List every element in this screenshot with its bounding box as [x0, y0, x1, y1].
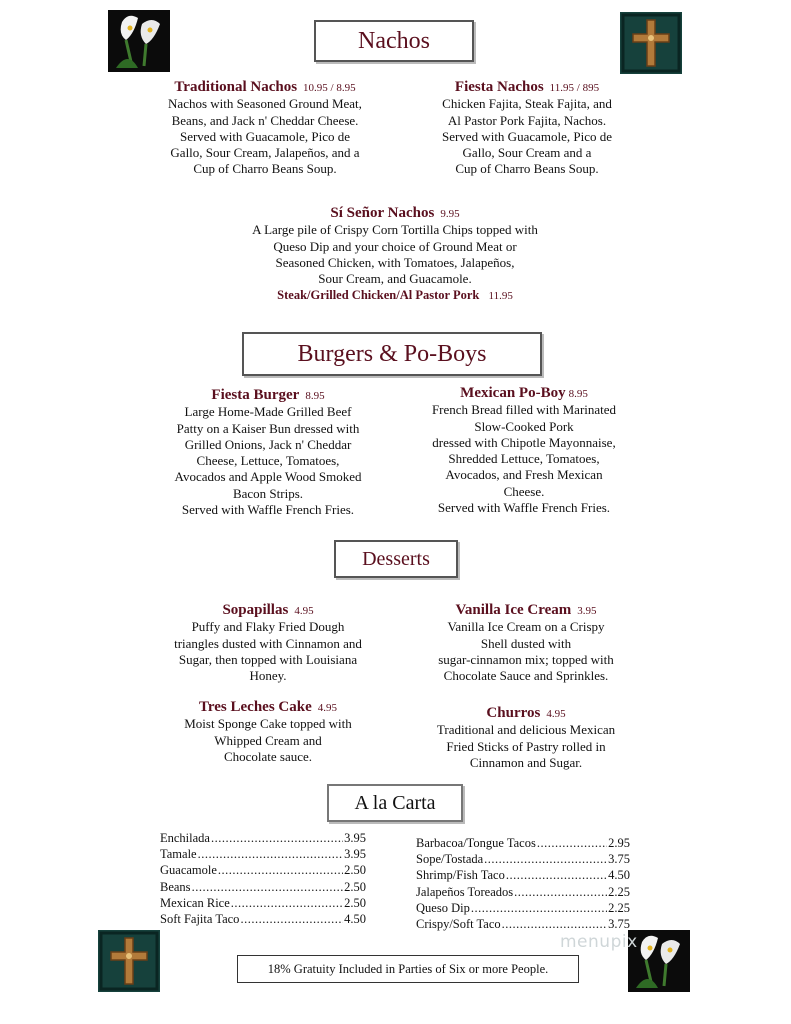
item-desc-line: triangles dusted with Cinnamon and: [174, 635, 362, 651]
menu-item-si-senor-nachos: [215, 204, 575, 305]
item-price: 4.95: [546, 708, 566, 720]
carta-item-price: 2.25: [608, 900, 630, 915]
item-desc-line: Cheese, Lettuce, Tomatoes,: [196, 453, 340, 469]
a-la-carta-left-list: [160, 830, 366, 927]
item-desc-line: Large Home-Made Grilled Beef: [184, 404, 352, 420]
carta-item-name: Barbacoa/Tongue Tacos: [416, 836, 536, 850]
section-title-text: Nachos: [358, 28, 430, 54]
section-title-desserts: [334, 540, 458, 578]
item-desc-line: Puffy and Flaky Fried Dough: [191, 619, 345, 635]
carta-item-price: 4.50: [344, 912, 366, 927]
menu-item-sopapillas: [150, 601, 386, 684]
list-item: [160, 862, 366, 878]
item-price: 3.95: [577, 605, 597, 617]
item-extra-price: 11.95: [488, 290, 513, 303]
section-title-text: Burgers & Po-Boys: [297, 341, 487, 367]
list-item: [160, 846, 366, 862]
carta-item-price: 2.50: [344, 879, 366, 894]
item-desc-line: Slow-Cooked Pork: [474, 418, 574, 434]
item-desc-line: Shell dusted with: [480, 635, 572, 651]
item-desc-line: Bacon Strips.: [232, 485, 304, 501]
carta-item-name: Mexican Rice: [160, 895, 230, 910]
item-desc-line: Al Pastor Pork Fajita, Nachos.: [447, 112, 607, 128]
a-la-carta-right-list: [416, 835, 630, 932]
section-title-burgers: [242, 332, 542, 376]
item-name: Mexican Po-Boy: [460, 385, 566, 401]
menu-item-traditional-nachos: [150, 78, 380, 178]
item-price: 8.95: [305, 390, 325, 402]
item-price: 9.95: [440, 208, 460, 220]
carta-item-name: Jalapeños Toreados: [416, 884, 514, 899]
menu-item-tres-leches-cake: [150, 698, 386, 765]
menu-item-mexican-po-boy: [406, 384, 642, 516]
item-desc-line: Beans, and Jack n' Cheddar Cheese.: [171, 112, 359, 128]
item-price: 4.95: [317, 702, 337, 714]
item-desc-line: Served with Guacamole, Pico de: [441, 128, 613, 144]
list-item: [160, 879, 366, 895]
carta-item-price: 2.95: [608, 836, 630, 850]
carta-item-price: 3.75: [608, 852, 630, 867]
item-desc-line: Cup of Charro Beans Soup.: [455, 161, 599, 177]
carta-item-name: Enchilada: [160, 831, 210, 845]
item-name: Tres Leches Cake: [198, 699, 312, 715]
item-desc-line: French Bread filled with Marinated: [431, 402, 617, 418]
cross-tile-icon: [98, 930, 160, 992]
list-item: [416, 835, 630, 851]
list-item: [416, 867, 630, 883]
item-desc-line: Avocados and Apple Wood Smoked: [174, 469, 362, 485]
carta-item-name: Queso Dip: [416, 900, 470, 915]
list-item: [160, 895, 366, 911]
item-desc-line: Gallo, Sour Cream, Jalapeños, and a: [170, 145, 360, 161]
item-desc-line: Avocados, and Fresh Mexican: [445, 467, 603, 483]
item-price: 8.95: [568, 388, 588, 400]
item-name: Fiesta Burger: [211, 387, 300, 403]
item-desc-line: Served with Guacamole, Pico de: [179, 128, 351, 144]
carta-item-price: 4.50: [608, 868, 630, 883]
item-name: Fiesta Nachos: [454, 79, 544, 95]
item-desc-line: sugar-cinnamon mix; topped with: [438, 651, 614, 667]
section-title-text: A la Carta: [354, 792, 436, 814]
item-desc-line: Gallo, Sour Cream and a: [462, 145, 592, 161]
item-desc-line: Chicken Fajita, Steak Fajita, and: [442, 96, 612, 112]
carta-item-price: 3.75: [608, 917, 630, 932]
item-desc-line: A Large pile of Crispy Corn Tortilla Chips topped with: [252, 222, 538, 238]
section-title-nachos: [314, 20, 474, 62]
item-desc-line: Patty on a Kaiser Bun dressed with: [176, 420, 360, 436]
item-price: 11.95 / 895: [549, 82, 600, 94]
item-desc-line: Moist Sponge Cake topped with: [184, 716, 352, 732]
item-desc-line: Fried Sticks of Pastry rolled in: [446, 738, 606, 754]
item-price: 10.95 / 8.95: [303, 82, 356, 94]
list-item: [160, 911, 366, 927]
item-name: Traditional Nachos: [174, 79, 298, 95]
carta-item-price: 3.95: [344, 847, 366, 862]
carta-item-price: 2.25: [608, 884, 630, 899]
carta-item-name: Guacamole: [160, 863, 217, 878]
carta-item-price: 2.50: [344, 895, 366, 910]
item-name: Vanilla Ice Cream: [455, 602, 572, 618]
menu-item-churros: [408, 704, 644, 771]
list-item: [416, 884, 630, 900]
item-desc-line: Shredded Lettuce, Tomatoes,: [448, 451, 600, 467]
item-desc-line: Seasoned Chicken, with Tomatoes, Jalapeños,: [275, 254, 515, 270]
menu-item-fiesta-nachos: [412, 78, 642, 178]
item-desc-line: Whipped Cream and: [214, 732, 322, 748]
menu-item-vanilla-ice-cream: [408, 601, 644, 684]
item-desc-line: Cheese.: [503, 483, 545, 499]
item-desc-line: Chocolate Sauce and Sprinkles.: [443, 668, 609, 684]
item-desc-line: Sour Cream, and Guacamole.: [318, 271, 472, 287]
item-price: 4.95: [294, 605, 314, 617]
calla-lily-tile-icon: [108, 10, 170, 72]
item-desc-line: Served with Waffle French Fries.: [437, 500, 611, 516]
item-desc-line: Nachos with Seasoned Ground Meat,: [168, 96, 362, 112]
list-item: [416, 851, 630, 867]
item-extra-name: Steak/Grilled Chicken/Al Pastor Pork: [277, 288, 480, 303]
menu-item-fiesta-burger: [150, 386, 386, 518]
section-title-text: Desserts: [362, 548, 430, 570]
list-item: [416, 900, 630, 916]
gratuity-note: 18% Gratuity Included in Parties of Six or more People.: [237, 955, 579, 983]
carta-item-price: 3.95: [344, 831, 366, 845]
item-name: Sopapillas: [222, 602, 289, 618]
carta-item-name: Shrimp/Fish Taco: [416, 868, 505, 883]
cross-tile-icon: [620, 12, 682, 74]
item-desc-line: Grilled Onions, Jack n' Cheddar: [184, 436, 352, 452]
item-desc-line: Queso Dip and your choice of Ground Meat or: [273, 238, 517, 254]
item-desc-line: Vanilla Ice Cream on a Crispy: [447, 619, 605, 635]
item-desc-line: Chocolate sauce.: [223, 748, 313, 764]
item-desc-line: Honey.: [249, 668, 287, 684]
list-item: [416, 916, 630, 932]
item-name: Sí Señor Nachos: [330, 205, 435, 221]
carta-item-price: 2.50: [344, 863, 366, 878]
item-desc-line: Cinnamon and Sugar.: [469, 754, 583, 770]
carta-item-name: Beans: [160, 879, 191, 894]
watermark: menupix: [560, 932, 638, 952]
item-desc-line: Cup of Charro Beans Soup.: [193, 161, 337, 177]
section-title-a-la-carta: [327, 784, 463, 822]
item-name: Churros: [486, 705, 541, 721]
item-desc-line: Traditional and delicious Mexican: [436, 722, 616, 738]
carta-item-name: Sope/Tostada: [416, 852, 484, 867]
item-desc-line: Served with Waffle French Fries.: [181, 502, 355, 518]
carta-item-name: Soft Fajita Taco: [160, 912, 240, 927]
list-item: [160, 830, 366, 846]
carta-item-name: Crispy/Soft Taco: [416, 917, 501, 932]
item-desc-line: dressed with Chipotle Mayonnaise,: [432, 434, 616, 450]
item-desc-line: Sugar, then topped with Louisiana: [178, 651, 358, 667]
carta-item-name: Tamale: [160, 847, 197, 862]
